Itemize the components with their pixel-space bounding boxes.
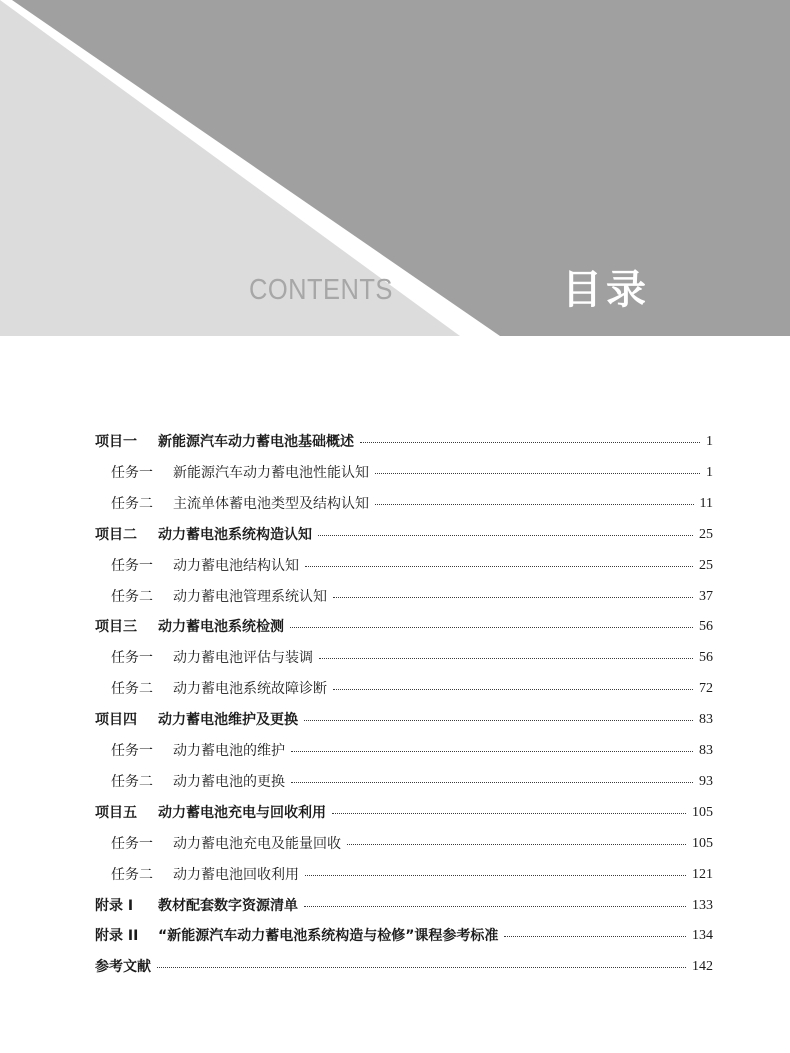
toc-entry-title: 动力蓄电池系统构造认知: [158, 526, 312, 543]
toc-dot-leader: [304, 720, 693, 721]
toc-entry-number: 参考文献: [95, 959, 151, 976]
toc-entry-title: 动力蓄电池充电及能量回收: [173, 835, 341, 852]
toc-page-number: 56: [699, 619, 713, 635]
toc-entry-number: 任务二: [111, 681, 153, 698]
toc-page-number: 56: [699, 650, 713, 666]
page-title: 目录: [562, 267, 650, 313]
toc-entry-title: 新能源汽车动力蓄电池基础概述: [158, 434, 354, 450]
toc-dot-leader: [304, 906, 686, 907]
toc-page-number: 37: [699, 588, 713, 604]
toc-dot-leader: [290, 627, 693, 628]
toc-dot-leader: [375, 504, 694, 505]
toc-task-entry[interactable]: [0, 586, 790, 608]
toc-task-entry[interactable]: [0, 864, 790, 886]
toc-page-number: 142: [692, 959, 713, 975]
toc-entry-title: 动力蓄电池的更换: [173, 773, 285, 790]
toc-entry-number: 任务一: [111, 557, 153, 574]
toc-page-number: 11: [699, 495, 713, 511]
toc-project-entry[interactable]: [0, 616, 790, 638]
toc-entry-title: 动力蓄电池系统故障诊断: [173, 681, 327, 698]
toc-entry-number: 任务一: [111, 743, 153, 759]
toc-page-number: 93: [699, 773, 713, 789]
toc-page-number: 25: [699, 557, 713, 573]
toc-entry-number: 任务二: [111, 495, 153, 512]
toc-project-entry[interactable]: [0, 709, 790, 731]
toc-entry-title: 动力蓄电池系统检测: [158, 619, 284, 636]
toc-dot-leader: [375, 473, 700, 474]
toc-project-entry[interactable]: [0, 925, 790, 947]
toc-entry-title: 动力蓄电池维护及更换: [158, 712, 298, 729]
toc-task-entry[interactable]: [0, 555, 790, 577]
toc-entry-number: 任务一: [111, 650, 153, 667]
toc-dot-leader: [291, 782, 693, 783]
toc-entry-number: 任务一: [111, 835, 153, 852]
toc-dot-leader: [333, 689, 693, 690]
toc-entry-title: 教材配套数字资源清单: [158, 897, 298, 914]
toc-dot-leader: [319, 658, 693, 659]
toc-entry-number: 任务一: [111, 464, 153, 481]
toc-dot-leader: [305, 875, 686, 876]
toc-entry-number: 附录 II: [95, 928, 139, 945]
toc-task-entry[interactable]: [0, 740, 790, 762]
toc-project-entry[interactable]: [0, 895, 790, 917]
toc-page-number: 72: [699, 681, 713, 697]
toc-entry-title: 动力蓄电池充电与回收利用: [158, 804, 326, 821]
toc-entry-title: 动力蓄电池评估与装调: [173, 650, 313, 667]
toc-entry-title: 主流单体蓄电池类型及结构认知: [173, 495, 369, 512]
toc-page-number: 1: [706, 464, 713, 480]
toc-dot-leader: [333, 597, 693, 598]
toc-entry-number: 任务二: [111, 866, 153, 883]
toc-page-number: 83: [699, 712, 713, 728]
toc-dot-leader: [318, 535, 693, 536]
toc-task-entry[interactable]: [0, 647, 790, 669]
toc-project-entry[interactable]: [0, 956, 790, 978]
toc-page-number: 134: [692, 928, 713, 944]
toc-page-number: 121: [692, 866, 713, 882]
toc-task-entry[interactable]: [0, 493, 790, 515]
toc-page-number: 105: [692, 835, 713, 851]
toc-entry-number: 项目五: [95, 804, 137, 821]
toc-page-number: 83: [699, 743, 713, 758]
toc-entry-title: “新能源汽车动力蓄电池系统构造与检修”课程参考标准: [158, 928, 499, 945]
toc-entry-number: 项目三: [95, 619, 137, 636]
contents-english-label: CONTENTS: [249, 274, 393, 306]
toc-entry-title: 新能源汽车动力蓄电池性能认知: [173, 464, 369, 481]
banner-graphic: [0, 0, 790, 336]
toc-dot-leader: [157, 967, 686, 968]
toc-dot-leader: [347, 844, 686, 845]
toc-task-entry[interactable]: [0, 771, 790, 793]
toc-entry-title: 动力蓄电池回收利用: [173, 866, 299, 883]
toc-entry-number: 项目四: [95, 712, 137, 729]
toc-dot-leader: [332, 813, 686, 814]
toc-project-entry[interactable]: [0, 802, 790, 824]
toc-entry-number: 附录 I: [95, 897, 134, 914]
toc-page-number: 133: [692, 897, 713, 913]
toc-dot-leader: [360, 442, 700, 443]
toc-dot-leader: [291, 751, 693, 752]
toc-entry-number: 任务二: [111, 588, 153, 605]
toc-entry-number: 项目一: [95, 434, 137, 450]
toc-dot-leader: [305, 566, 693, 567]
toc-entry-title: 动力蓄电池管理系统认知: [173, 588, 327, 605]
toc-entry-number: 任务二: [111, 773, 153, 790]
toc-page-number: 25: [699, 526, 713, 542]
toc-task-entry[interactable]: [0, 678, 790, 700]
toc-entry-title: 动力蓄电池结构认知: [173, 557, 299, 574]
toc-project-entry[interactable]: [0, 524, 790, 546]
toc-page-number: 105: [692, 804, 713, 820]
toc-task-entry[interactable]: [0, 462, 790, 484]
toc-task-entry[interactable]: [0, 833, 790, 855]
toc-page-number: 1: [706, 434, 713, 449]
toc-dot-leader: [504, 936, 686, 937]
toc-project-entry[interactable]: [0, 431, 790, 453]
toc-entry-title: 动力蓄电池的维护: [173, 743, 285, 759]
header-banner: [0, 0, 790, 336]
toc-entry-number: 项目二: [95, 526, 137, 543]
